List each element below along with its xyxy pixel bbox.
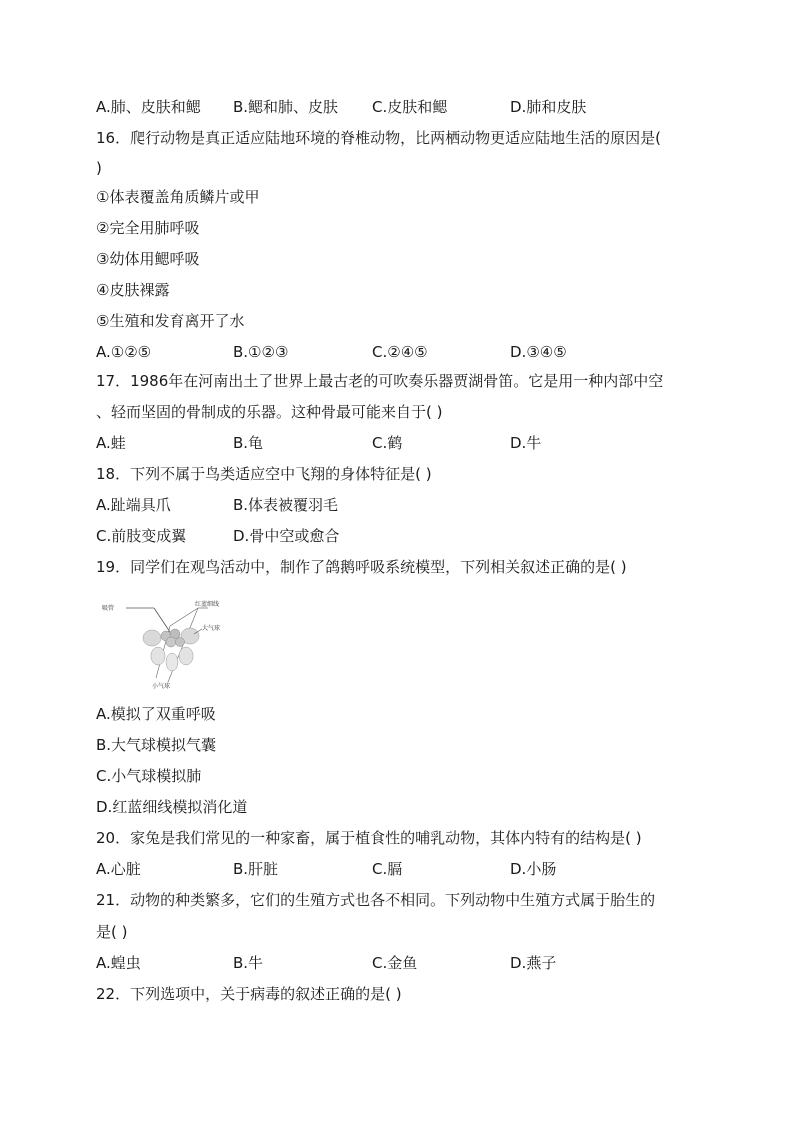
- q20-option-c: C.膈: [372, 860, 403, 878]
- q16-option-a: A.①②⑤: [96, 343, 152, 361]
- q17-option-b: B.龟: [233, 434, 264, 452]
- q17-option-c: C.鹤: [372, 434, 403, 452]
- q21-option-a: A.蝗虫: [96, 954, 141, 972]
- q20-option-a: A.心脏: [96, 860, 141, 878]
- q18-option-b: B.体表被覆羽毛: [233, 496, 339, 514]
- q15-option-c: C.皮肤和鳃: [372, 98, 448, 116]
- q20-option-d: D.小肠: [510, 860, 557, 878]
- q16-option-b: B.①②③: [233, 343, 289, 361]
- q19-option-d: D.红蓝细线模拟消化道: [96, 798, 248, 816]
- q17-stem-line2: 、轻而坚固的骨制成的乐器。这种骨最可能来自于( ): [96, 403, 443, 421]
- q19-option-c: C.小气球模拟肺: [96, 767, 202, 785]
- respiratory-model-diagram: [98, 596, 228, 690]
- q16-item-1: ①体表覆盖角质鳞片或甲: [96, 188, 260, 206]
- q16-item-3: ③幼体用鳃呼吸: [96, 250, 200, 268]
- label-big-balloon: 大气球: [202, 625, 221, 632]
- q19-option-a: A.模拟了双重呼吸: [96, 705, 216, 723]
- q18-option-a: A.趾端具爪: [96, 496, 171, 514]
- q16-item-2: ②完全用肺呼吸: [96, 219, 200, 237]
- respiratory-model-figure: [98, 596, 228, 690]
- q21-stem-line2: 是( ): [96, 923, 128, 941]
- q16-item-4: ④皮肤裸露: [96, 281, 170, 299]
- q19-option-b: B.大气球模拟气囊: [96, 736, 217, 754]
- q20-option-b: B.肝脏: [233, 860, 279, 878]
- q18-stem: 18．下列不属于鸟类适应空中飞翔的身体特征是( ): [96, 465, 432, 483]
- label-thread: 红蓝细线: [195, 601, 220, 608]
- label-tube: 吸管: [102, 605, 115, 612]
- q20-stem: 20．家兔是我们常见的一种家畜，属于植食性的哺乳动物，其体内特有的结构是( ): [96, 829, 642, 847]
- label-small-balloon: 小气球: [152, 683, 171, 690]
- q15-option-d: D.肺和皮肤: [510, 98, 587, 116]
- q19-stem: 19．同学们在观鸟活动中，制作了鸽鹅呼吸系统模型，下列相关叙述正确的是( ): [96, 558, 627, 576]
- q18-option-d: D.骨中空或愈合: [233, 527, 340, 545]
- q21-stem-line1: 21．动物的种类繁多，它们的生殖方式也各不相同。下列动物中生殖方式属于胎生的: [96, 891, 656, 909]
- q16-stem-line1: 16．爬行动物是真正适应陆地环境的脊椎动物，比两栖动物更适应陆地生活的原因是(: [96, 129, 661, 147]
- q15-option-b: B.鳃和肺、皮肤: [233, 98, 339, 116]
- q17-option-a: A.蛙: [96, 434, 126, 452]
- q16-option-d: D.③④⑤: [510, 343, 567, 361]
- q17-option-d: D.牛: [510, 434, 542, 452]
- q21-option-d: D.燕子: [510, 954, 557, 972]
- q16-option-c: C.②④⑤: [372, 343, 428, 361]
- q21-option-c: C.金鱼: [372, 954, 418, 972]
- q22-stem: 22．下列选项中，关于病毒的叙述正确的是( ): [96, 985, 402, 1003]
- q18-option-c: C.前肢变成翼: [96, 527, 187, 545]
- q21-option-b: B.牛: [233, 954, 264, 972]
- q15-option-a: A.肺、皮肤和鳃: [96, 98, 201, 116]
- q16-stem-line2: ): [96, 159, 102, 177]
- q17-stem-line1: 17．1986年在河南出土了世界上最古老的可吹奏乐器贾湖骨笛。它是用一种内部中空: [96, 372, 664, 390]
- q16-item-5: ⑤生殖和发育离开了水: [96, 312, 245, 330]
